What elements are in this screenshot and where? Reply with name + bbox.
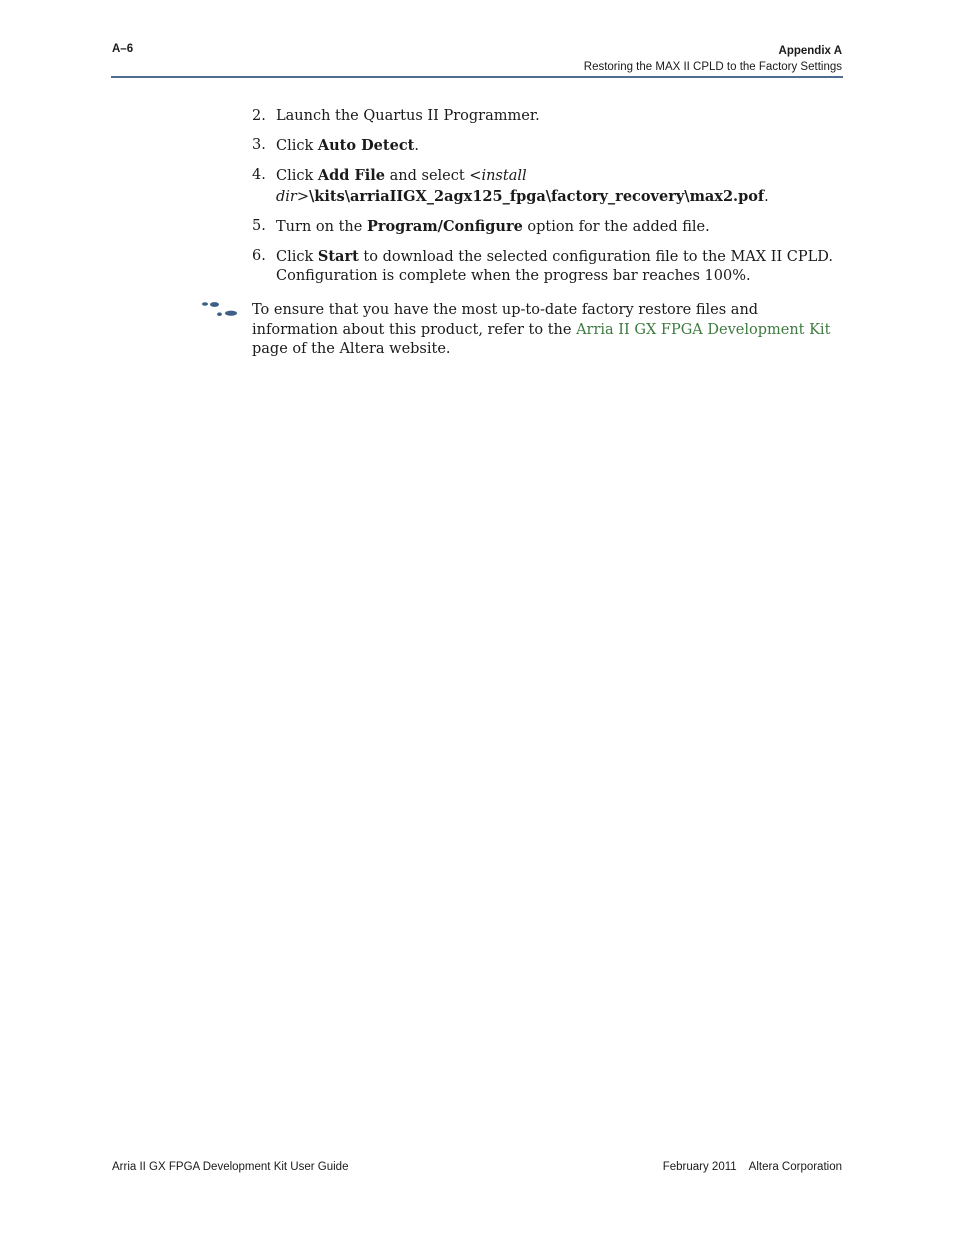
tip-note [252,301,842,360]
footprints-icon [200,301,240,321]
note-text: page of the Altera website. [252,341,451,357]
step-item [252,107,842,127]
subsection-title: Restoring the MAX II CPLD to the Factory Settings [583,61,842,73]
step-text: to download the selected configuration file to the MAX II CPLD. Configuration is complete when the progress bar reaches 100%. [276,248,833,284]
footer-doc-title: Arria II GX FPGA Development Kit User Guide [112,1161,349,1173]
step-number: 4. [252,167,266,183]
step-keyword: Program/Configure [366,217,523,235]
footer-info [663,1161,842,1173]
step-text: Click [276,168,318,184]
step-text: . [764,188,769,205]
header-divider [111,76,843,78]
step-text: > [296,188,310,205]
step-number: 2. [252,108,266,124]
step-item [252,136,842,157]
running-header [584,43,842,75]
step-text: Click [276,138,318,154]
step-text: Turn on the [276,218,367,235]
note-text: To ensure that you have the most up-to-date factory restore files and information about this product, refer to the [252,302,759,338]
step-placeholder: install dir [276,168,527,205]
step-number: 6. [252,247,266,264]
step-item [252,217,842,238]
page-number: A–6 [112,43,134,55]
step-keyword: Auto Detect [317,137,415,154]
procedure-steps [252,107,842,296]
step-text: . [414,138,419,154]
footer-date: February 2011 [662,1161,737,1173]
step-text: and select < [385,168,482,184]
step-number: 5. [252,217,266,234]
step-item [252,166,842,207]
file-path: \kits\arriaIIGX_2agx125_fpga\factory_recovery\max2.pof [309,187,765,205]
dev-kit-link[interactable]: Arria II GX FPGA Development Kit [576,321,831,338]
step-text: Click [276,248,318,265]
section-title: Appendix A [778,45,842,57]
step-keyword: Add File [317,167,386,184]
step-keyword: Start [317,247,359,265]
step-item [252,247,842,287]
step-text: option for the added file. [522,218,710,235]
step-text: Launch the Quartus II Programmer. [276,108,540,124]
step-number: 3. [252,137,266,153]
footer-company: Altera Corporation [748,1161,842,1173]
